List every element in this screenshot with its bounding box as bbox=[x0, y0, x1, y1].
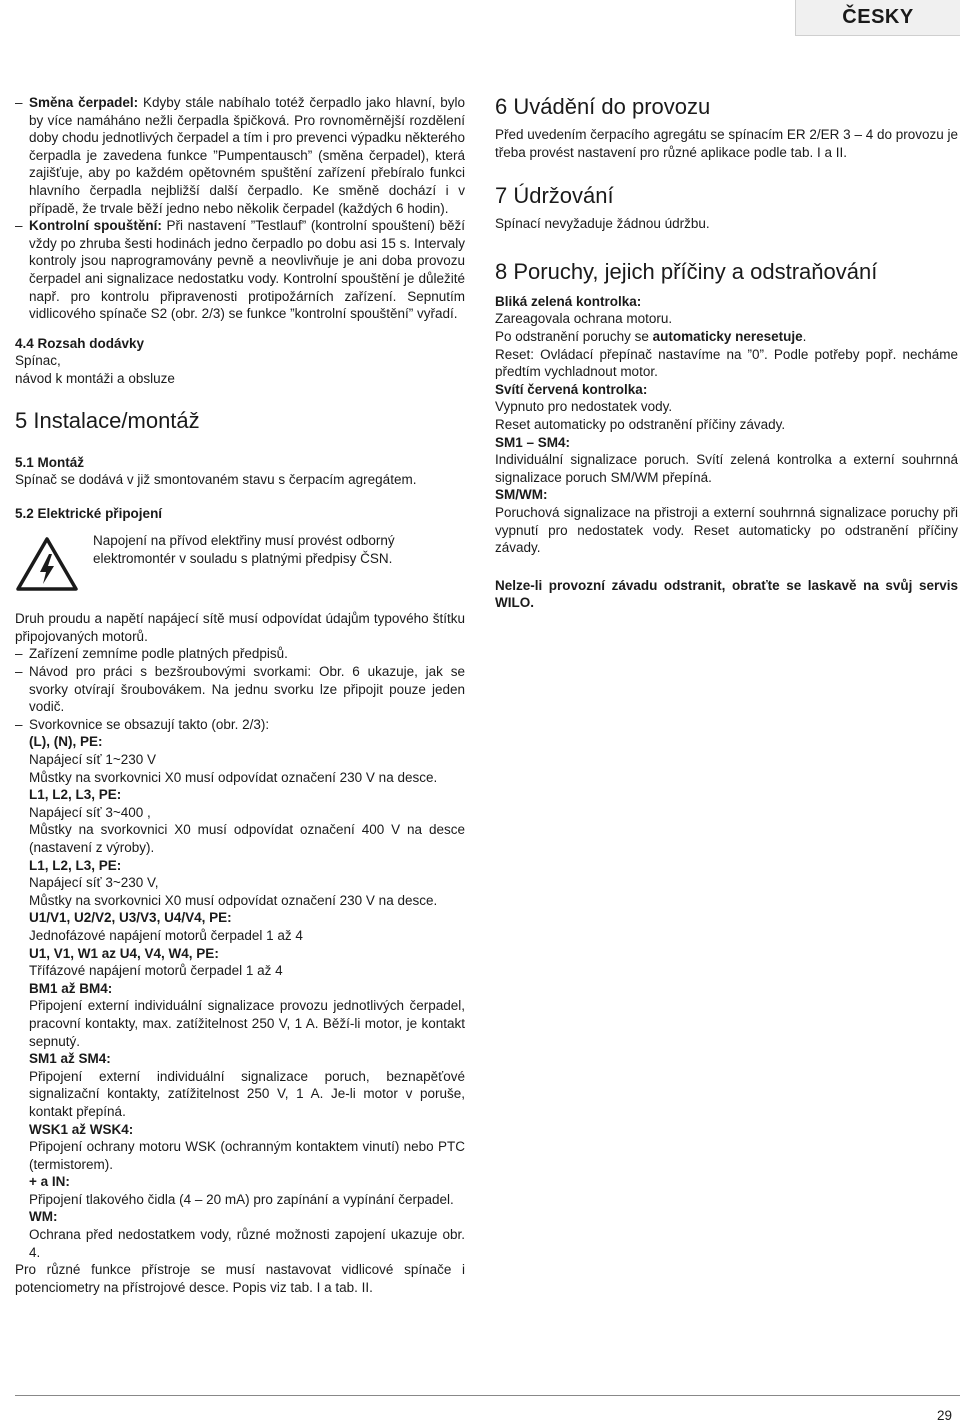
warning-text: Napojení na přívod elektřiny musí provést odborný elektromontér v souladu s platnými předpisy ČSN. bbox=[93, 533, 395, 566]
section-8-title: 8 Poruchy, jejich příčiny a odstraňování bbox=[495, 258, 878, 284]
section-5-2-title: 5.2 Elektrické připojení bbox=[15, 505, 163, 521]
section-6-text: Před uvedením čerpacího agregátu se spínacím ER 2/ER 3 – 4 do provozu je třeba provést nastavení pro různé aplikace podle tab. I a II. bbox=[495, 127, 959, 160]
terminal-label: SM1 až SM4: bbox=[29, 1051, 111, 1067]
smena-label: Směna čerpadel: bbox=[29, 95, 139, 110]
left-column bbox=[15, 94, 465, 1296]
smwm-text: Poruchová signalizace na přistroji a externí souhrnná signalizace poruchy při vypnutí pro nedostatek vody. Reset automaticky po odstranění příčiny závady. bbox=[495, 504, 958, 556]
terminal-label: (L), (N), PE: bbox=[29, 734, 103, 750]
list-item: – Návod pro práci s bezšroubovými svorkami: Obr. 6 ukazuje, jak se svorky otvírají šroubovákem. Na jednu svorku lze připojit pouze jeden vodič. bbox=[15, 664, 465, 715]
terminal-text: Jednofázové napájení motorů čerpadel 1 až 4 bbox=[29, 927, 303, 943]
list-item: – Svorkovnice se obsazují takto (obr. 2/3): bbox=[15, 716, 270, 732]
green-light-reset: Reset: Ovládací přepínač nastavíme na ”0”. Podle potřeby popř. necháme předtím vychladnout motor. bbox=[495, 346, 958, 380]
terminal-text: Můstky na svorkovnici X0 musí odpovídat označení 230 V na desce. bbox=[29, 769, 438, 785]
green-light-text: Zareagovala ochrana motoru. bbox=[495, 311, 673, 327]
red-light-label: Svítí červená kontrolka: bbox=[495, 381, 648, 397]
kontrolni-label: Kontrolní spouštění: bbox=[29, 218, 162, 234]
terminal-text: Připojení externí individuální signalizace poruch, beznapěťové signalizační kontakty, zatížitelnost 250 V, 1 A. Je-li motor v poruše, kontakt přepíná. bbox=[29, 1068, 465, 1119]
current-type-text: Druh proudu a napětí napájecí sítě musí odpovídat údajům typového štítku připojovaných motorů. bbox=[15, 611, 465, 644]
terminal-text: Připojení tlakového čidla (4 – 20 mA) pro zapínání a vypínání čerpadel. bbox=[29, 1191, 454, 1207]
high-voltage-warning-icon bbox=[15, 536, 79, 592]
electrical-warning bbox=[15, 532, 465, 592]
terminal-label: WSK1 až WSK4: bbox=[29, 1121, 134, 1137]
section-5-1-title: 5.1 Montáž bbox=[15, 454, 85, 470]
terminal-text: Napájecí síť 3~400 , bbox=[29, 804, 151, 820]
footer-divider bbox=[15, 1395, 960, 1396]
smwm-label: SM/WM: bbox=[495, 487, 548, 503]
section-6-title: 6 Uvádění do provozu bbox=[495, 94, 711, 119]
terminal-label: + a IN: bbox=[29, 1174, 70, 1190]
terminal-list bbox=[15, 733, 465, 1261]
terminal-label: L1, L2, L3, PE: bbox=[29, 857, 122, 873]
kontrolni-text: Při nastavení ”Testlauf” (kontrolní spouštení) běží vždy po zhruba šesti hodinách jedno čerpadlo po dobu asi 15 s. Intervaly kontroly jsou naprogramovány pevně a neovlivňuje je ani doba provozu čerpadel ani signalizace nedostatku vody. Kontrolní spouštění je důležité např. pro kontrolu připravenosti protipožárních zařízení. Sepnutím vidlicového spínače S2 (obr. 2/3) se funkce ”kontrolní spouštění” vyřadí. bbox=[29, 218, 465, 322]
terminal-label: U1, V1, W1 az U4, V4, W4, PE: bbox=[29, 945, 219, 961]
delivery-line-2: návod k montáži a obsluze bbox=[15, 370, 175, 386]
red-light-text: Vypnuto pro nedostatek vody. bbox=[495, 399, 673, 415]
terminal-label: U1/V1, U2/V2, U3/V3, U4/V4, PE: bbox=[29, 910, 232, 926]
section-5-title: 5 Instalace/montáž bbox=[15, 407, 200, 433]
section-7-text: Spínací nevyžaduje žádnou údržbu. bbox=[495, 216, 710, 232]
terminal-label: L1, L2, L3, PE: bbox=[29, 787, 122, 803]
terminal-text: Připojení ochrany motoru WSK (ochranným kontaktem vinutí) nebo PTC (termistorem). bbox=[29, 1139, 465, 1172]
green-light-reset-note: Po odstranění poruchy se automaticky neresetuje. bbox=[495, 328, 807, 344]
language-tab: ČESKY bbox=[795, 0, 960, 36]
section-4-4-title: 4.4 Rozsah dodávky bbox=[15, 335, 145, 351]
terminal-label: WM: bbox=[29, 1209, 58, 1225]
terminal-text: Napájecí síť 1~230 V bbox=[29, 752, 157, 768]
terminal-text: Napájecí síť 3~230 V, bbox=[29, 875, 159, 891]
section-7-title: 7 Údržování bbox=[495, 183, 614, 209]
terminal-text: Připojení externí individuální signalizace provozu jednotlivých čerpadel, pracovní kontakty, max. zatížitelnost 250 V, 1 A. Běží-li motor, je kontakt sepnutý. bbox=[29, 998, 465, 1049]
sm-label: SM1 – SM4: bbox=[495, 434, 571, 450]
terminal-text: Ochrana před nedostatkem vody, různé možnosti zapojení ukazuje obr. 4. bbox=[29, 1227, 465, 1260]
kontrolni-paragraph: – Kontrolní spouštění: Při nastavení ”Testlauf” (kontrolní spouštení) běží vždy po zhruba šesti hodinách jedno čerpadlo po dobu asi 15 s. Intervaly kontroly jsou naprogramovány pevně a neovlivňuje je ani doba provozu čerpadel ani signalizace nedostatku vody. Kontrolní spouštění je důležité např. pro kontrolu připravenosti protipožárních zařízení. Sepnutím vidlicového spínače S2 (obr. 2/3) se funkce ”kontrolní spouštění” vyřadí. bbox=[15, 218, 465, 322]
page-number: 29 bbox=[936, 1408, 952, 1423]
green-light-label: Bliká zelená kontrolka: bbox=[495, 293, 642, 309]
sm-text: Individuální signalizace poruch. Svítí zelená kontrolka a externí souhrnná signalizace poruch SM/WM přepíná. bbox=[495, 452, 958, 485]
service-note: Nelze-li provozní závadu odstranit, obraťte se laskavě na svůj servis WILO. bbox=[495, 577, 958, 611]
smena-paragraph: – Směna čerpadel: Kdyby stále nabíhalo totéž čerpadlo jako hlavní, bylo by více namáháno nežli čerpadla špičková. Pro rovnoměrnější rozdělení doby chodu jednotlivých čerpadel a tím i pro prevenci výpadku některého čerpadla je zavedena funkce ”Pumpentausch” (směna čerpadel), která zajišťuje, aby po každém opětovném spuštění zařízení přebíralo funkci hlavního čerpadla nejbližší další čerpadlo. Ke směně dochází i v případě, že trvale běží jedno nebo několik čerpadel (každých 6 hodin). bbox=[15, 95, 466, 216]
terminal-text: Třífázové napájení motorů čerpadel 1 až 4 bbox=[29, 963, 283, 979]
right-column bbox=[495, 94, 958, 612]
list-item: – Zařízení zemníme podle platných předpisů. bbox=[15, 646, 288, 662]
smena-text: Kdyby stále nabíhalo totéž čerpadlo jako hlavní, bylo by více namáháno nežli čerpadla špičková. Pro rovnoměrnější rozdělení doby chodu jednotlivých čerpadel a tím i pro prevenci výpadku některého čerpadla je zavedena funkce ”Pumpentausch” (směna čerpadel), která zajišťuje, aby po každém opětovném spuštění zařízení přebíralo funkci hlavního čerpadla nejbližší další čerpadlo. Ke směně dochází i v případě, že trvale běží jedno nebo několik čerpadel (každých 6 hodin). bbox=[29, 95, 466, 216]
terminal-text: Můstky na svorkovnici X0 musí odpovídat označení 400 V na desce (nastavení z výroby). bbox=[29, 822, 465, 855]
red-light-reset: Reset automaticky po odstranění příčiny závady. bbox=[495, 416, 786, 432]
closing-text: Pro různé funkce přístroje se musí nastavovat vidlicové spínače i potenciometry na přístrojové desce. Popis viz tab. I a tab. II. bbox=[15, 1262, 465, 1295]
terminal-text: Můstky na svorkovnici X0 musí odpovídat označení 230 V na desce. bbox=[29, 892, 438, 908]
terminal-label: BM1 až BM4: bbox=[29, 980, 113, 996]
delivery-line-1: Spínac, bbox=[15, 353, 61, 369]
section-5-1-text: Spínač se dodává v již smontovaném stavu s čerpacím agregátem. bbox=[15, 472, 417, 488]
